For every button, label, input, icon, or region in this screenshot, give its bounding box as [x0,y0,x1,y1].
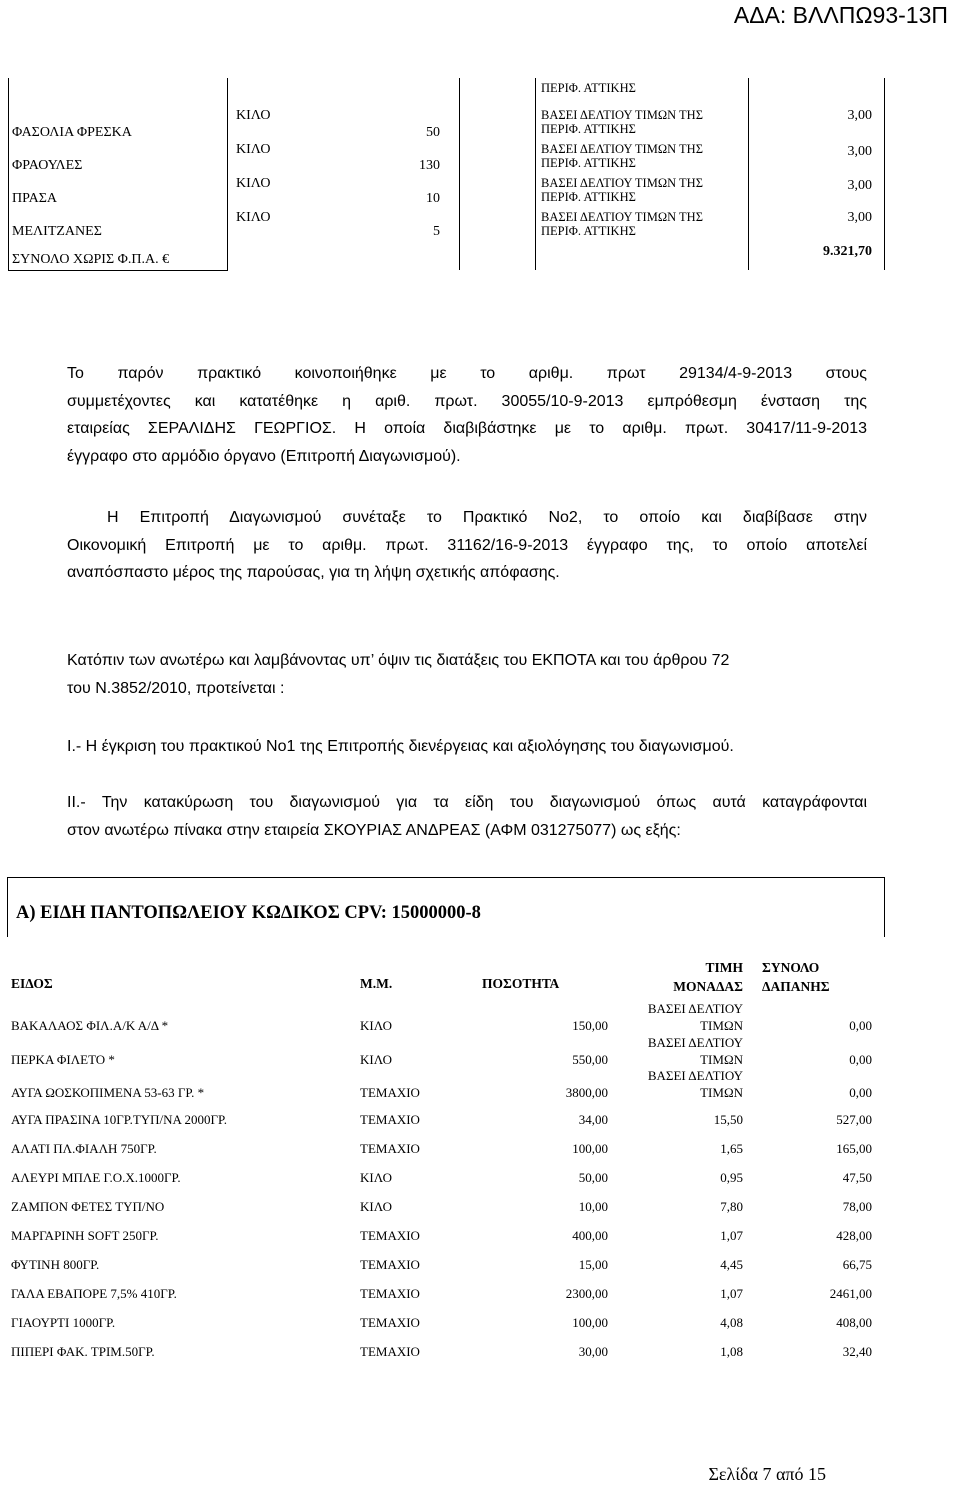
row-price-line: ΒΑΣΕΙ ΔΕΛΤΙΟΥ [647,1068,743,1083]
item-unit: ΚΙΛΟ [236,142,271,157]
row-unit: ΤΕΜΑΧΙΟ [360,1286,420,1301]
item-qty: 50 [426,125,440,140]
paragraph-item-1 [67,733,867,761]
row-price: 7,80 [720,1199,743,1214]
row-qty: 30,00 [578,1344,608,1359]
item-qty: 10 [426,191,440,206]
price-line-2: ΠΕΡΙΦ. ΑΤΤΙΚΗΣ [541,156,636,170]
item-total: 3,00 [847,108,872,123]
row-qty: 550,00 [572,1052,608,1067]
text-line: Οικονομική Επιτροπή με το αριθμ. πρωτ. 31162/16-9-2013 έγγραφο της, το οποίο αποτελεί [67,536,867,554]
item-name: ΦΑΣΟΛΙΑ ΦΡΕΣΚΑ [12,125,132,140]
row-unit: ΚΙΛΟ [360,1018,392,1033]
header-total [762,958,830,996]
paragraph-item-2 [67,789,867,844]
row-qty: 100,00 [572,1315,608,1330]
header-qty: ΠΟΣΟΤΗΤΑ [482,976,560,991]
row-qty: 50,00 [578,1170,608,1185]
row-item: ΑΛΕΥΡΙ ΜΠΛΕ Γ.Ο.Χ.1000ΓΡ. [11,1170,181,1185]
text-line: του Ν.3852/2010, προτείνεται : [67,679,285,697]
page-number: Σελίδα 7 από 15 [708,1464,826,1484]
row-item: ΜΑΡΓΑΡΙΝΗ SOFT 250ΓΡ. [11,1228,159,1243]
item-qty: 5 [433,224,440,239]
row-price: 0,95 [720,1170,743,1185]
row-unit: ΤΕΜΑΧΙΟ [360,1112,420,1127]
row-total: 165,00 [836,1141,872,1156]
row-total: 0,00 [849,1018,872,1033]
row-total: 78,00 [842,1199,872,1214]
item-name: ΦΡΑΟΥΛΕΣ [12,158,83,173]
item-total: 3,00 [847,210,872,225]
row-unit: ΤΕΜΑΧΙΟ [360,1315,420,1330]
row-qty: 3800,00 [565,1085,608,1100]
row-item: ΑΛΑΤΙ ΠΛ.ΦΙΑΛΗ 750ΓΡ. [11,1141,157,1156]
row-qty: 34,00 [578,1112,608,1127]
row-price: 1,65 [720,1141,743,1156]
top-table-bottom-rule [8,270,228,271]
row-qty: 400,00 [572,1228,608,1243]
row-price: 15,50 [713,1112,743,1127]
row-price-line: ΒΑΣΕΙ ΔΕΛΤΙΟΥ [647,1001,743,1016]
row-total: 428,00 [836,1228,872,1243]
top-table-rule [8,78,9,270]
row-qty: 10,00 [578,1199,608,1214]
header-total-line: ΔΑΠΑΝΗΣ [762,979,830,994]
header-item: ΕΙΔΟΣ [11,976,53,991]
text-line: Η Επιτροπή Διαγωνισμού συνέταξε το Πρακτικό Νο2, το οποίο και διαβίβασε στην [107,509,867,526]
header-total-line: ΣΥΝΟΛΟ [762,960,820,975]
source-line: ΠΕΡΙΦ. ΑΤΤΙΚΗΣ [541,81,636,95]
row-unit: ΤΕΜΑΧΙΟ [360,1228,420,1243]
item-unit: ΚΙΛΟ [236,176,271,191]
row-item: ΦΥΤΙΝΗ 800ΓΡ. [11,1257,100,1272]
top-table-rule [748,78,749,270]
text-line: έγγραφο στο αρμόδιο όργανο (Επιτροπή Διαγωνισμού). [67,447,461,465]
row-price-line: ΤΙΜΩΝ [700,1085,743,1100]
row-unit: ΚΙΛΟ [360,1199,392,1214]
text-line: στον ανωτέρω πίνακα στην εταιρεία ΣΚΟΥΡΙΑΣ ΑΝΔΡΕΑΣ (ΑΦΜ 031275077) ως εξής: [67,821,681,839]
text-line: αναπόσπαστο μέρος της παρούσας, για τη λήψη σχετικής απόφασης. [67,564,560,581]
table-left-rule [7,877,8,937]
top-table-rule [884,78,885,270]
item-name: ΜΕΛΙΤΖΑΝΕΣ [12,224,102,239]
row-item: ΓΙΑΟΥΡΤΙ 1000ΓΡ. [11,1315,116,1330]
price-line-1: ΒΑΣΕΙ ΔΕΛΤΙΟΥ ΤΙΜΩΝ ΤΗΣ [541,142,703,156]
row-total: 0,00 [849,1085,872,1100]
text-line: εταιρείας ΣΕΡΑΛΙΔΗΣ ΓΕΩΡΓΙΟΣ. Η οποία διαβιβάστηκε με το αριθμ. πρωτ. 30417/11-9-2013 [67,420,867,437]
row-qty: 15,00 [578,1257,608,1272]
row-unit: ΤΕΜΑΧΙΟ [360,1085,420,1100]
text-line: Το παρόν πρακτικό κοινοποιήθηκε με το αριθμ. πρωτ 29134/4-9-2013 στους [67,365,867,382]
price-line-1: ΒΑΣΕΙ ΔΕΛΤΙΟΥ ΤΙΜΩΝ ΤΗΣ [541,108,703,122]
row-item: ΑΥΓΑ ΩΟΣΚΟΠΙΜΕΝΑ 53-63 ΓΡ. * [11,1085,205,1100]
row-item: ΓΑΛΑ ΕΒΑΠΟΡΕ 7,5% 410ΓΡ. [11,1286,177,1301]
row-total: 47,50 [842,1170,872,1185]
price-line-1: ΒΑΣΕΙ ΔΕΛΤΙΟΥ ΤΙΜΩΝ ΤΗΣ [541,210,703,224]
summary-label: ΣΥΝΟΛΟ ΧΩΡΙΣ Φ.Π.Α. € [12,252,170,267]
top-table-rule [535,78,536,270]
table-right-rule [884,877,885,937]
section-title: Α) ΕΙΔΗ ΠΑΝΤΟΠΩΛΕΙΟΥ ΚΩΔΙΚΟΣ CPV: 15000000-8 [16,903,481,923]
paragraph-notification [67,360,867,470]
row-total: 66,75 [842,1257,872,1272]
row-qty: 100,00 [572,1141,608,1156]
row-item: ΠΙΠΕΡΙ ΦΑΚ. ΤΡΙΜ.50ΓΡ. [11,1344,155,1359]
row-price-line: ΤΙΜΩΝ [700,1018,743,1033]
paragraph-proposal [67,647,867,702]
row-total: 408,00 [836,1315,872,1330]
row-total: 2461,00 [829,1286,872,1301]
item-unit: ΚΙΛΟ [236,108,271,123]
text-line: Κατόπιν των ανωτέρω και λαμβάνοντας υπ’ όψιν τις διατάξεις του ΕΚΠΟΤΑ και του άρθρου 72 [67,652,730,669]
row-item: ΠΕΡΚΑ ΦΙΛΕΤΟ * [11,1052,115,1067]
row-price-line: ΤΙΜΩΝ [700,1052,743,1067]
ada-code: ΑΔΑ: ΒΛΛΠΩ93-13Π [733,2,948,28]
header-price-line: ΤΙΜΗ [705,960,743,975]
table-top-rule [7,877,885,878]
row-unit: ΤΕΜΑΧΙΟ [360,1141,420,1156]
row-unit: ΤΕΜΑΧΙΟ [360,1257,420,1272]
paragraph-committee [67,504,867,587]
header-price-line: ΜΟΝΑΔΑΣ [673,979,743,994]
row-total: 32,40 [842,1344,872,1359]
row-item: ΑΥΓΑ ΠΡΑΣΙΝΑ 10ΓΡ.ΤΥΠ/ΝΑ 2000ΓΡ. [11,1112,228,1127]
price-line-1: ΒΑΣΕΙ ΔΕΛΤΙΟΥ ΤΙΜΩΝ ΤΗΣ [541,176,703,190]
text-line: II.- Την κατακύρωση του διαγωνισμού για τα είδη του διαγωνισμού όπως αυτά καταγράφονται [67,794,867,811]
row-unit: ΤΕΜΑΧΙΟ [360,1344,420,1359]
price-line-2: ΠΕΡΙΦ. ΑΤΤΙΚΗΣ [541,190,636,204]
row-price: 4,08 [720,1315,743,1330]
item-name: ΠΡΑΣΑ [12,191,57,206]
row-price: 4,45 [720,1257,743,1272]
row-price: 1,07 [720,1228,743,1243]
row-unit: ΚΙΛΟ [360,1052,392,1067]
row-total: 0,00 [849,1052,872,1067]
row-item: ΒΑΚΑΛΑΟΣ ΦΙΛ.Α/Κ Α/Δ * [11,1018,169,1033]
header-price [620,958,743,996]
header-unit: Μ.Μ. [360,976,393,991]
top-table-rule [459,78,460,270]
row-price-line: ΒΑΣΕΙ ΔΕΛΤΙΟΥ [647,1035,743,1050]
row-item: ΖΑΜΠΟΝ ΦΕΤΕΣ ΤΥΠ/ΝΟ [11,1199,165,1214]
row-price: 1,08 [720,1344,743,1359]
item-unit: ΚΙΛΟ [236,210,271,225]
row-unit: ΚΙΛΟ [360,1170,392,1185]
item-total: 3,00 [847,178,872,193]
summary-value: 9.321,70 [823,244,872,259]
row-qty: 150,00 [572,1018,608,1033]
price-line-2: ΠΕΡΙΦ. ΑΤΤΙΚΗΣ [541,224,636,238]
text-line: I.- Η έγκριση του πρακτικού Νο1 της Επιτροπής διενέργειας και αξιολόγησης του διαγωνισμού. [67,738,734,755]
row-total: 527,00 [836,1112,872,1127]
item-qty: 130 [419,158,440,173]
row-qty: 2300,00 [565,1286,608,1301]
top-table-rule [227,78,228,270]
row-price: 1,07 [720,1286,743,1301]
item-total: 3,00 [847,144,872,159]
price-line-2: ΠΕΡΙΦ. ΑΤΤΙΚΗΣ [541,122,636,136]
text-line: συμμετέχοντες και κατατέθηκε η αριθ. πρωτ. 30055/10-9-2013 εμπρόθεσμη ένσταση της [67,392,867,410]
